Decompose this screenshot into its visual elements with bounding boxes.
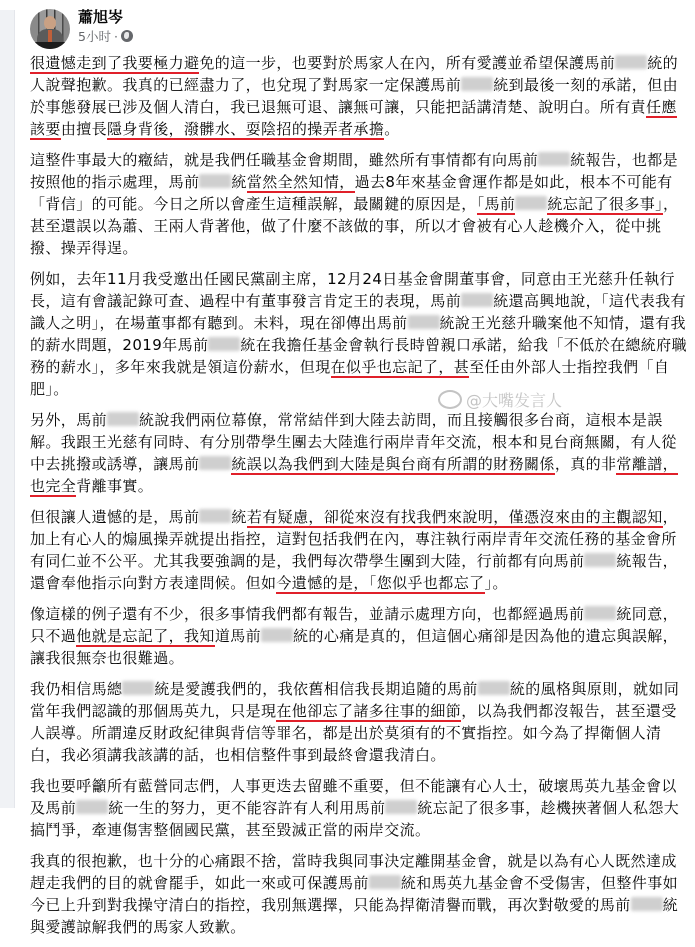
redacted-blur <box>199 174 231 188</box>
feed-left-gutter <box>0 10 15 808</box>
redacted-blur <box>385 800 417 814</box>
text-segment: 我也要呼籲所有藍營同志們，人事更迭去留雖不重要，但不能讓有心人士，破壞馬英九基金會以及馬前 <box>30 777 677 817</box>
text-segment: 統還高興地說，「這代表我有識人之明」，在場董事都有聽到。未料，現在卻傳出馬前 <box>30 292 686 332</box>
text-segment: 統的人說聲抱歉。我真的已經盡力了，也兌現了對馬家一定保護馬前 <box>30 54 679 94</box>
redacted-blur <box>461 77 493 91</box>
underlined-highlight: 統誤以為我們到大陸是與台商有所謂的財務關係 <box>231 455 555 473</box>
post-paragraph <box>30 678 690 766</box>
text-segment: ，加上有心人的煽風操弄就提出指控，這對包括我們在內，專注執行兩岸青年交流任務的基金會所有同仁並不公平。尤其我要強調的是，我們每次帶學生團到大陸，行前都有向馬前 <box>30 508 679 570</box>
text-segment: 背離事實。 <box>76 477 154 495</box>
post-meta <box>78 27 133 45</box>
text-segment: ，甚至還誤以為蕭、王兩人背著他，做了什麼不該做的事，所以才會被有心人趁機介入，從中挑撥、操弄得逞。 <box>30 195 679 257</box>
text-segment: 統和馬英九基金會不受傷害，但整件事如今已上升到對我操守清白的指控，我別無選擇，只能為捍衛清譽而戰，再次對敬愛的馬前 <box>30 874 679 914</box>
text-segment: 統的心痛是真的，但這個心痛卻是因為他的遺忘與誤解，讓我很無奈也很難過。 <box>30 627 679 667</box>
text-segment: 我真的很抱歉，也十分的心痛跟不捨，當時我與同事決定離開基金會，就是以為有心人既然達成趕走我們的目的就會罷手，如此一來或可保護馬前 <box>30 852 677 892</box>
redacted-blur <box>631 897 663 911</box>
underlined-highlight: 隱身背後，潑髒水、耍陰招的操弄者承擔 <box>107 120 385 138</box>
author-name[interactable]: 蕭旭岑 <box>78 8 124 26</box>
post-paragraph <box>30 775 690 841</box>
redacted-blur <box>122 681 154 695</box>
text-segment: ，以為我們都沒報告，甚至還受人誤導。所謂違反財政紀律與背信等罪名，都是出於莫須有的不實指控。如今為了捍衛個人清白，我必須講我該講的話，也相信整件事到最終會還我清白。 <box>30 702 677 764</box>
text-segment: 統到最後一刻的承諾，但由於事態發展已涉及個人清白，我已退無可退、讓無可讓，只能把話講清楚、說明白。所有責 <box>30 76 679 116</box>
redacted-blur <box>76 800 108 814</box>
underlined-highlight: 當然全然知情， <box>246 173 355 191</box>
text-segment: 統一生的努力，更不能容許有人利用馬前 <box>108 799 386 817</box>
underlined-highlight: 今遺憾的是，「您似乎也都忘了 <box>276 574 485 592</box>
text-segment: 道馬前 <box>214 627 262 645</box>
meta-separator: · <box>113 28 118 44</box>
redacted-blur <box>584 553 616 567</box>
underlined-highlight: 很遺憾走到了我要極力避 <box>30 54 200 72</box>
post-body <box>30 52 690 947</box>
post-paragraph <box>30 149 690 259</box>
redacted-blur <box>208 337 240 351</box>
redacted-blur <box>538 152 570 166</box>
text-segment: 至任由外部人士指控我們「自肥」。 <box>30 358 670 398</box>
text-segment: 統 <box>231 173 247 191</box>
redacted-blur <box>261 628 293 642</box>
post-time[interactable]: 5小时 <box>78 29 111 44</box>
underlined-highlight: 統忘記了很多事」 <box>547 195 664 213</box>
redacted-blur <box>461 293 493 307</box>
post-header <box>30 0 687 46</box>
avatar-podium <box>30 42 70 49</box>
post-paragraph <box>30 850 690 938</box>
text-segment: 統忘記了很多事，趁機挾著個人私怨大搞鬥爭，牽連傷害整個國民黨，甚至毀滅正當的兩岸交流。 <box>30 799 680 839</box>
redacted-blur <box>199 456 231 470</box>
post-paragraph <box>30 52 690 140</box>
text-segment: 像這樣的例子還有不少，很多事情我們都有報告，並請示處理方向，也都經過馬前 <box>30 605 585 623</box>
underlined-highlight: 任應該要 <box>30 98 677 138</box>
text-segment: 統同意，只不過 <box>30 605 679 645</box>
text-segment: 例如，去年11月我受邀出任國民黨副主席，12月24日基金會開董事會，同意由王光慈升任執行長，這有會議記錄可查、過程中有董事發言肯定王的表現，馬前 <box>30 270 675 310</box>
text-segment: 統在我擔任基金會執行長時曾親口承諾，給我「不低於在總統府職務的薪水」，多年來我就是領這份薪水，但現 <box>30 336 687 376</box>
text-segment: 過去8年來基金會運作都是如此，根本不可能有「背信」的可能。今日之所以會產生這種誤解，最關鍵的原因是， <box>30 173 673 213</box>
globe-icon[interactable] <box>121 30 133 42</box>
text-segment: 統的風格與原則，就如同當年我們認識的那個馬英九，只是現 <box>30 680 680 720</box>
underlined-highlight: 若有疑慮，卻從來沒有找我們來說明，僅憑沒來由的主觀認知 <box>246 508 663 526</box>
redacted-blur <box>369 875 401 889</box>
text-segment: 統是愛護我們的，我依舊相信我長期追隨的馬前 <box>154 680 478 698</box>
text-segment: 這整件事最大的癥結，就是我們任職基金會期間，雖然所有事情都有向馬前 <box>30 151 539 169</box>
watermark-text: @大嘴发言人 <box>466 391 563 410</box>
text-segment: 我仍相信馬總 <box>30 680 123 698</box>
post-paragraph <box>30 506 690 594</box>
text-segment: 統說王光慈升職案他不知情，還有我的薪水問題，2019年馬前 <box>30 314 686 354</box>
avatar-head <box>44 16 56 30</box>
text-segment: 由擅長 <box>60 120 108 138</box>
underlined-highlight: 在他卻忘了諸多往事的細節 <box>276 702 462 720</box>
redacted-blur <box>584 606 616 620</box>
text-segment: 統報告，也都是按照他的指示處理，馬前 <box>30 151 679 191</box>
underlined-highlight: 「馬前 <box>476 195 516 213</box>
post-paragraph <box>30 603 690 669</box>
underlined-highlight: 常離譜，也完全 <box>30 455 679 495</box>
redacted-blur <box>478 681 510 695</box>
text-segment: 另外，馬前 <box>30 411 108 429</box>
text-segment: 統說我們兩位幕僚，常常結伴到大陸去訪問，而且接觸很多台商，這根本是誤解。我跟王光慈有同時、有分別帶學生團去大陸進行兩岸青年交流，根本和見台商無關，有人從中去挑撥或誘導，讓馬前 <box>30 411 677 473</box>
underlined-highlight: 他就是忘記了，我知 <box>76 627 215 645</box>
text-segment: 統 <box>231 508 247 526</box>
redacted-blur <box>107 412 139 426</box>
post-paragraph <box>30 268 690 400</box>
redacted-blur <box>615 55 647 69</box>
text-segment: 統報告，還會奉他指示向對方表達問候。但如 <box>30 552 679 592</box>
text-segment: 免的這一步，也要對於馬家人在內，所有愛護並希望保護馬前 <box>199 54 616 72</box>
redacted-blur <box>408 315 440 329</box>
text-segment: 但很讓人遺憾的是，馬前 <box>30 508 200 526</box>
underlined-highlight: 在似乎也忘記了，甚 <box>330 358 470 376</box>
avatar[interactable] <box>30 9 70 49</box>
text-segment: 。 <box>384 120 400 138</box>
text-segment: 統與愛護諒解我們的馬家人致歉。 <box>30 896 679 936</box>
post-paragraph <box>30 409 690 497</box>
redacted-blur <box>199 509 231 523</box>
redacted-blur <box>515 196 547 210</box>
text-segment: 」。 <box>484 574 508 592</box>
text-segment: ，真的非 <box>554 455 617 473</box>
